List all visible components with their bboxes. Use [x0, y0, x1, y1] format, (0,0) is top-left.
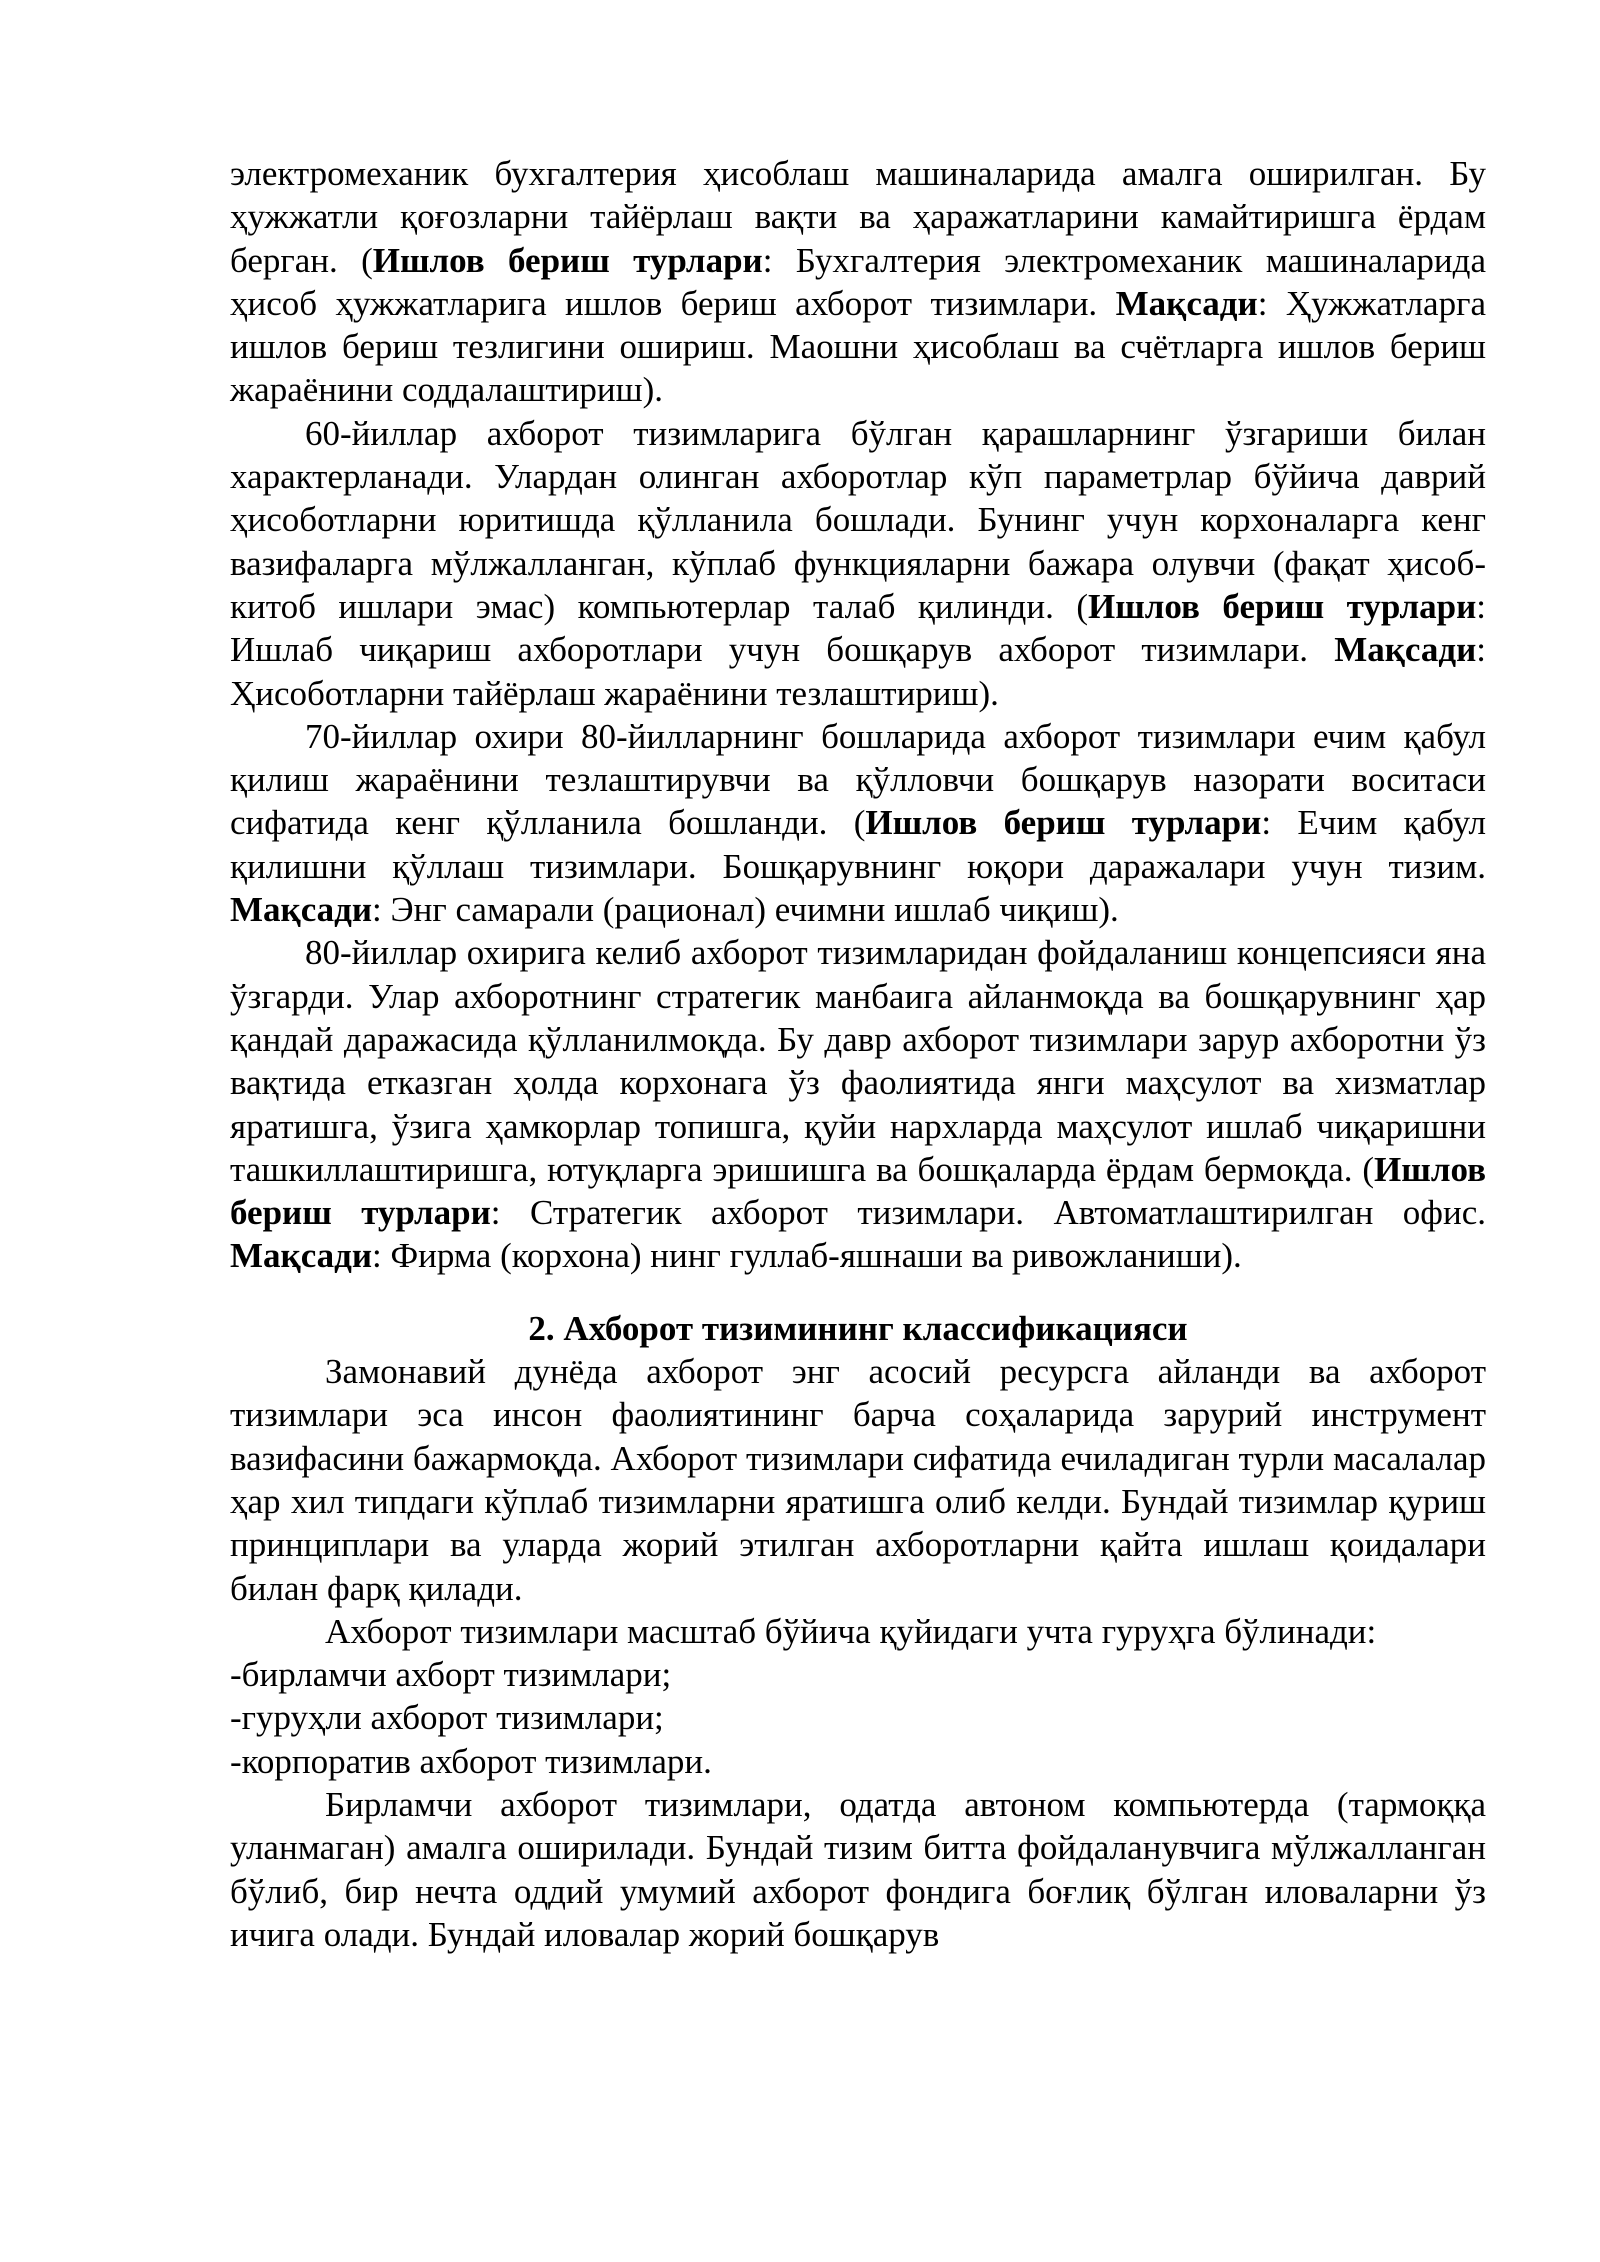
text-run: 60-йиллар ахборот тизимларига бўлган қарашларнинг ўзгариши билан характерланади. Улардан олинган ахборотлар кўп параметрлар бўйича даврий ҳисоботларни юритишда қўлланила бошлади. Бунинг учун корхоналарга кенг вазифаларга мўлжалланган, кўплаб функцияларни бажара олувчи (фақат ҳисоб-китоб ишлари эмас) компьютерлар талаб қилинди. (: [230, 413, 1486, 626]
list-item: -бирламчи ахборт тизимлари;: [230, 1655, 672, 1695]
text-run: электромеханик бухгалтерия ҳисоблаш машиналарида амалга оширилган. Бу ҳужжатли қоғозларни тайёрлаш вақти ва ҳаражатларини камайтиришга ёрдам берган. (: [230, 154, 1486, 280]
bold-term: Ишлов бериш турлари: [372, 240, 763, 280]
paragraph-6: Ахборот тизимлари масштаб бўйича қуйидаги учта гуруҳга бўлинади:: [325, 1611, 1377, 1651]
bold-term: Мақсади: [1115, 283, 1258, 323]
text-run: 70-йиллар охири 80-йилларнинг бошларида ахборот тизимлари ечим қабул қилиш жараёнини тезлаштирувчи ва қўлловчи бошқарув назорати воситаси сифатида кенг қўлланила бошланди. (: [230, 716, 1486, 843]
bold-term: Мақсади: [230, 890, 373, 930]
text-run: 80-йиллар охирига келиб ахборот тизимларидан фойдаланиш концепсияси яна ўзгарди. Улар ахборотнинг стратегик манбаига айланмоқда ва бошқарувнинг ҳар қандай даражасида қўлланилмоқда. Бу давр ахборот тизимлари зарур ахборотни ўз вақтида етказган ҳолда корхонага ўз фаолиятида янги маҳсулот ва хизматлар яратишга, ўзига ҳамкорлар топишга, қуйи нархларда маҳсулот ишлаб чиқаришни ташкиллаштиришга, ютуқларга эришишга ва бошқаларда ёрдам бермоқда. (: [230, 933, 1486, 1189]
section-heading: 2. Ахборот тизимининг классификацияси: [528, 1308, 1188, 1348]
text-run: : Стратегик ахборот тизимлари. Автоматлаштирилган офис.: [490, 1193, 1486, 1233]
bold-term: Мақсади: [230, 1236, 373, 1276]
text-run: : Ишлаб чиқариш ахборотлари учун бошқарув ахборот тизимлари.: [230, 586, 1486, 670]
list-item: -корпоратив ахборот тизимлари.: [230, 1741, 712, 1781]
bold-term: Ишлов бериш турлари: [230, 1149, 1486, 1233]
text-run: : Ҳужжатларга ишлов бериш тезлигини ошириш. Маошни ҳисоблаш ва счётларга ишлов бериш жараёнини соддалаштириш).: [230, 283, 1486, 410]
bold-term: Ишлов бериш турлари: [865, 803, 1262, 843]
paragraph-3: [230, 715, 1486, 931]
text-run: : Энг самарали (рационал) ечимни ишлаб чиқиш).: [372, 890, 1119, 930]
paragraph-1: [230, 152, 1486, 412]
text-run: : Ҳисоботларни тайёрлаш жараёнини тезлаштириш).: [230, 630, 1486, 713]
bold-term: Ишлов бериш турлари: [1088, 586, 1477, 626]
text-run: : Ечим қабул қилишни қўллаш тизимлари. Бошқарувнинг юқори даражалари учун тизим.: [230, 803, 1486, 886]
paragraph-7: Бирламчи ахборот тизимлари, одатда автоном компьютерда (тармоққа уланмаган) амалга оширилади. Бундай тизим битта фойдаланувчига мўлжалланган бўлиб, бир нечта оддий умумий ахборот фондига боғлиқ бўлган иловаларни ўз ичига олади. Бундай иловалар жорий бошқарув: [230, 1784, 1486, 1954]
paragraph-2: [230, 412, 1486, 715]
list-item: -гуруҳли ахборот тизимлари;: [230, 1698, 664, 1738]
bold-term: Мақсади: [1334, 630, 1477, 670]
paragraph-4: [230, 931, 1486, 1277]
text-run: : Фирма (корхона) нинг гуллаб-яшнаши ва ривожланиши).: [372, 1236, 1242, 1276]
document-page: [230, 152, 1486, 1956]
text-run: : Бухгалтерия электромеханик машиналарида ҳисоб ҳужжатларига ишлов бериш ахборот тизимлари.: [230, 240, 1486, 323]
paragraph-5: Замонавий дунёда ахборот энг асосий ресурсга айланди ва ахборот тизимлари эса инсон фаолиятининг барча соҳаларида зарурий инструмент вазифасини бажармоқда. Ахборот тизимлари сифатида ечиладиган турли масалалар ҳар хил типдаги кўплаб тизимларни яратишга олиб келди. Бундай тизимлар қуриш принциплари ва уларда жорий этилган ахборотларни қайта ишлаш қоидалари билан фарқ қилади.: [230, 1352, 1486, 1608]
